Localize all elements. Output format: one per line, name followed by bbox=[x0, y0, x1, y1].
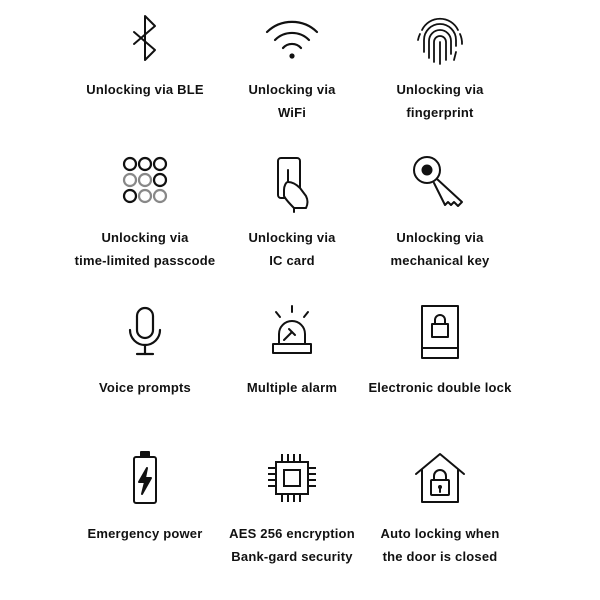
label-line-1: Voice prompts bbox=[99, 380, 191, 395]
feature-double-lock bbox=[340, 302, 540, 399]
feature-label bbox=[248, 226, 335, 272]
feature-label bbox=[248, 78, 335, 124]
feature-mechanical-key bbox=[340, 152, 540, 272]
feature-label bbox=[368, 376, 511, 399]
feature-label bbox=[247, 376, 337, 399]
label-line-1: Unlocking via BLE bbox=[86, 82, 204, 97]
battery-icon bbox=[115, 448, 175, 508]
alarm-siren-icon bbox=[262, 302, 322, 362]
label-line-2: Bank-gard security bbox=[231, 549, 353, 564]
microphone-icon bbox=[115, 302, 175, 362]
feature-label bbox=[86, 78, 204, 101]
chip-icon bbox=[262, 448, 322, 508]
feature-auto-locking bbox=[340, 448, 540, 568]
label-line-2: IC card bbox=[269, 253, 315, 268]
keypad-icon bbox=[115, 152, 175, 212]
fingerprint-icon bbox=[410, 8, 470, 68]
label-line-1: Unlocking via bbox=[396, 82, 484, 97]
label-line-1: Unlocking via bbox=[101, 230, 189, 245]
label-line-2: WiFi bbox=[277, 105, 307, 120]
key-icon bbox=[410, 152, 470, 212]
label-line-1: Auto locking when bbox=[380, 526, 500, 541]
label-line-1: Unlocking via bbox=[248, 230, 336, 245]
label-line-2: fingerprint bbox=[406, 105, 474, 120]
feature-label bbox=[391, 226, 490, 272]
label-line-2: mechanical key bbox=[390, 253, 490, 268]
feature-label bbox=[88, 522, 203, 545]
house-lock-icon bbox=[410, 448, 470, 508]
feature-fingerprint bbox=[340, 8, 540, 124]
label-line-1: Emergency power bbox=[87, 526, 203, 541]
feature-label bbox=[99, 376, 191, 399]
label-line-2: time-limited passcode bbox=[74, 253, 216, 268]
label-line-1: Unlocking via bbox=[248, 82, 336, 97]
label-line-1: Multiple alarm bbox=[246, 380, 338, 395]
label-line-1: Unlocking via bbox=[396, 230, 484, 245]
label-line-2: the door is closed bbox=[382, 549, 498, 564]
double-lock-door-icon bbox=[410, 302, 470, 362]
feature-label bbox=[381, 522, 500, 568]
feature-label bbox=[229, 522, 355, 568]
feature-label bbox=[396, 78, 483, 124]
wifi-icon bbox=[262, 8, 322, 68]
bluetooth-icon bbox=[115, 8, 175, 68]
label-line-1: Electronic double lock bbox=[368, 380, 512, 395]
label-line-1: AES 256 encryption bbox=[229, 526, 355, 541]
ic-card-icon bbox=[262, 152, 322, 212]
